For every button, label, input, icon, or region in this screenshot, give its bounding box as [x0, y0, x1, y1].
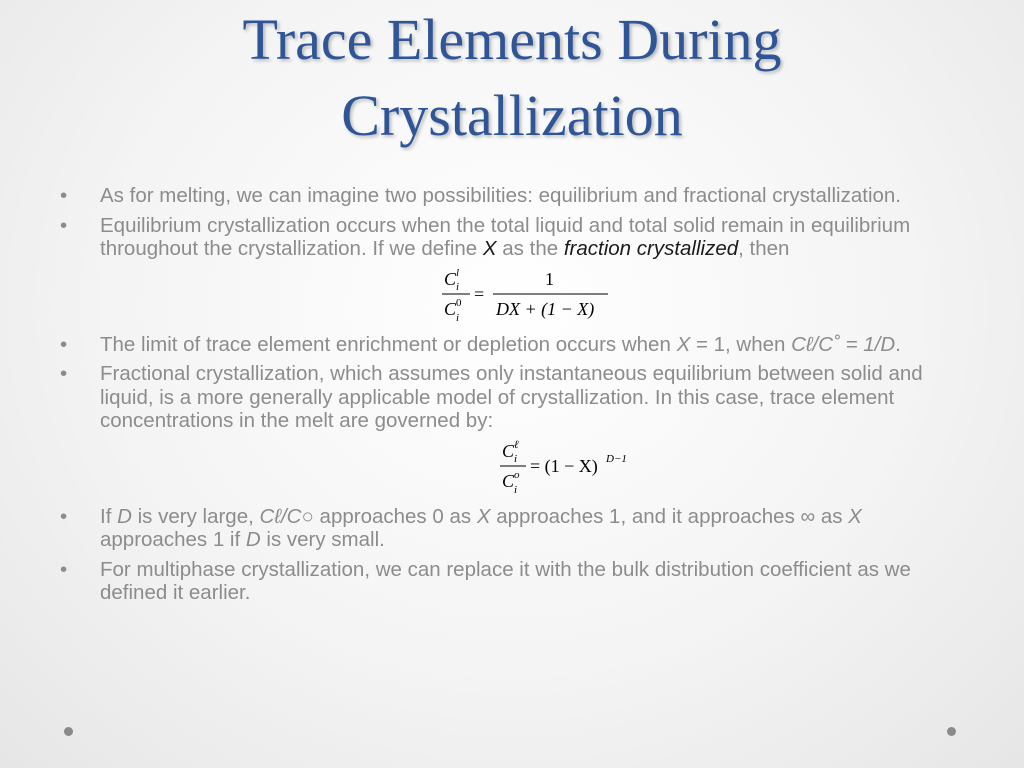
- eq1-equals: =: [474, 283, 485, 304]
- equilibrium-equation: [100, 265, 972, 327]
- bullet-item: [60, 558, 972, 605]
- eq2-den-base: C: [502, 470, 515, 491]
- eq2-den-sub: i: [514, 483, 518, 496]
- ratio-expression: Cℓ/C○: [259, 504, 314, 528]
- fractional-equation-svg: [100, 437, 972, 497]
- bullet-marker: •: [60, 504, 68, 528]
- bullet-marker: •: [60, 213, 68, 237]
- eq1-den-sup: 0: [456, 296, 462, 309]
- variable-x: X: [676, 332, 691, 356]
- eq1-den-base: C: [444, 298, 457, 319]
- bullet-text: approaches 1 if: [100, 528, 246, 551]
- fractional-equation: [100, 437, 972, 497]
- bullet-text: .: [895, 332, 901, 356]
- bullet-text: As for melting, we can imagine two possibilities: equilibrium and fractional crystallization.: [100, 184, 901, 207]
- bullet-text: , then: [738, 237, 790, 260]
- limit-expression: Cℓ/C˚ = 1/D: [791, 332, 896, 356]
- slide-title: [60, 2, 964, 154]
- bullet-item: [60, 333, 972, 357]
- bullet-item: [60, 214, 972, 327]
- variable-x: X: [482, 237, 497, 260]
- bullet-text: If: [100, 504, 118, 528]
- eq1-num-sub: i: [456, 280, 460, 293]
- variable-d: D: [117, 504, 132, 528]
- bullet-item: [60, 505, 972, 552]
- bullet-item: [60, 184, 972, 208]
- eq2-den-sup: o: [514, 468, 520, 481]
- eq1-num-sup: l: [456, 266, 460, 279]
- eq2-num-base: C: [502, 440, 515, 461]
- variable-d: D: [245, 528, 261, 551]
- bullet-marker: •: [60, 557, 68, 581]
- bullet-text: approaches 1, and it approaches ∞ as: [490, 504, 849, 528]
- eq2-num-sup: ℓ: [514, 438, 519, 451]
- equilibrium-equation-svg: [100, 265, 972, 327]
- fraction-crystallized-term: fraction crystallized: [563, 237, 739, 260]
- eq2-rhs: = (1 − X): [530, 455, 598, 476]
- bullet-marker: •: [60, 184, 68, 207]
- variable-x: X: [476, 504, 491, 528]
- bullet-text: The limit of trace element enrichment or depletion occurs when: [100, 332, 677, 356]
- title-line-1: Trace Elements During: [242, 7, 782, 72]
- eq1-num-base: C: [444, 268, 457, 289]
- bullet-marker: •: [60, 332, 68, 356]
- bullet-text: = 1, when: [690, 332, 792, 356]
- bullet-text: as the: [496, 237, 564, 260]
- bullet-text: For multiphase crystallization, we can replace it with the bulk distribution coefficient as we defined it earlier.: [100, 557, 911, 604]
- bullet-text: is very large,: [131, 504, 260, 528]
- eq2-num-sub: i: [514, 452, 518, 465]
- variable-x: X: [848, 504, 862, 528]
- title-line-2: Crystallization: [341, 83, 683, 148]
- bullet-marker: •: [60, 362, 68, 385]
- eq1-rhs-denominator: DX + (1 − X): [496, 298, 595, 319]
- bullet-item: [60, 362, 972, 497]
- bullet-list: [60, 184, 972, 611]
- bullet-text: is very small.: [260, 528, 385, 551]
- eq1-rhs-numerator: 1: [545, 268, 554, 289]
- eq1-den-sub: i: [456, 311, 460, 324]
- bullet-text: approaches 0 as: [313, 504, 477, 528]
- bullet-text: Equilibrium crystallization occurs when the total liquid and total solid remain in equilibrium throughout the crystallization. If we define: [100, 213, 911, 260]
- corner-dot-decoration: [64, 727, 73, 736]
- corner-dot-decoration: [947, 727, 956, 736]
- bullet-text: Fractional crystallization, which assumes only instantaneous equilibrium between solid and liquid, is a more generally applicable model of crystallization. In this case, trace element concentrations in the melt are governed by:: [100, 362, 923, 432]
- eq2-exponent: D−1: [606, 452, 627, 465]
